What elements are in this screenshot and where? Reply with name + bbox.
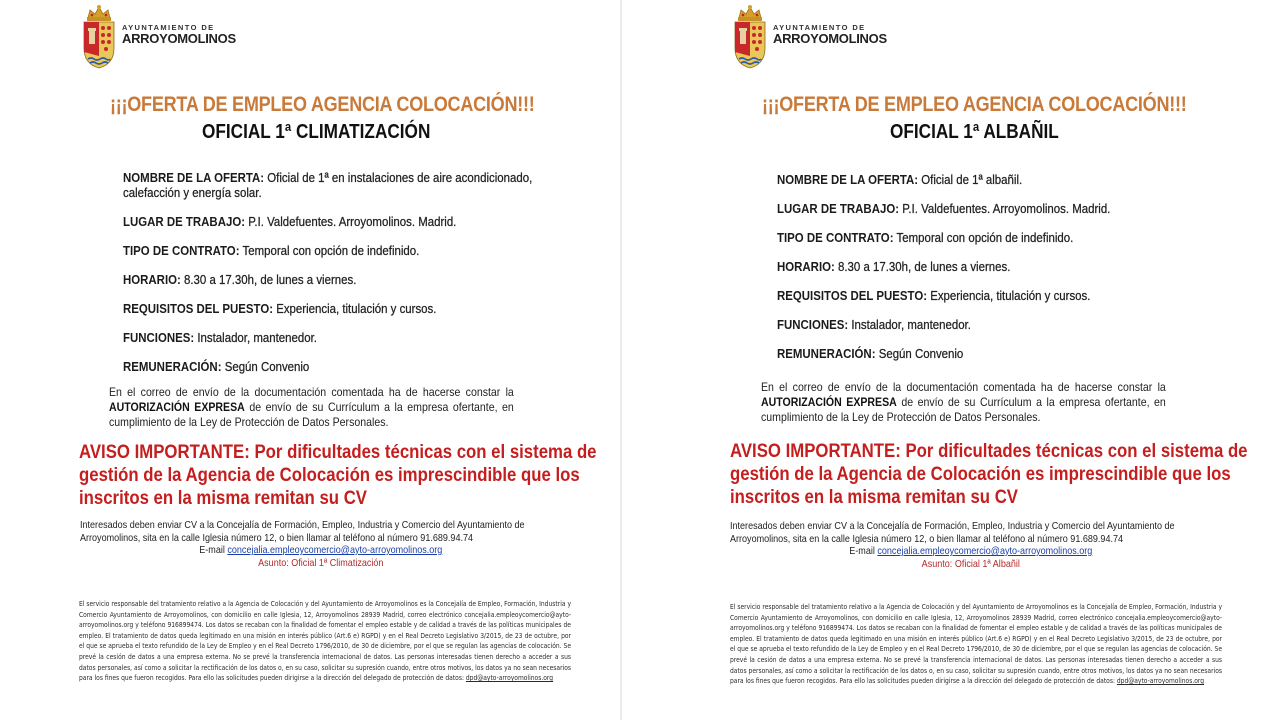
field-remuneracion (123, 359, 532, 374)
email-link[interactable]: concejalia.empleoycomercio@ayto-arroyomolinos.org (227, 544, 443, 556)
important-notice (79, 441, 597, 510)
field-label: HORARIO: (777, 259, 835, 274)
field-label: LUGAR DE TRABAJO: (777, 201, 900, 216)
contact-text: Interesados deben enviar CV a la Concejalía de Formación, Empleo, Industria y Comercio del Ayuntamiento de Arroyomolinos, sita en la calle Iglesia número 12, o bien llamar al teléfono al número 91.689.94.74 (80, 519, 525, 544)
field-horario (123, 272, 532, 287)
offer-fields (123, 170, 588, 388)
municipality-logo (80, 4, 236, 75)
field-value-continued: calefacción y energía solar. (123, 185, 262, 200)
field-label: REMUNERACIÓN: (777, 346, 876, 361)
logo-main-line: ARROYOMOLINOS (773, 31, 887, 46)
logo-top-line: AYUNTAMIENTO DE (122, 23, 215, 32)
field-value: Instalador, mantenedor. (848, 317, 971, 332)
email-label: E-mail (849, 545, 878, 557)
field-value: Experiencia, titulación y cursos. (927, 288, 1091, 303)
field-value: Instalador, mantenedor. (194, 330, 317, 345)
field-label: REMUNERACIÓN: (123, 359, 222, 374)
field-value: Temporal con opción de indefinido. (239, 243, 420, 258)
note-bold: AUTORIZACIÓN EXPRESA (761, 395, 897, 409)
email-label: E-mail (199, 544, 228, 556)
field-label: HORARIO: (123, 272, 181, 287)
field-lugar-trabajo (777, 201, 1110, 216)
offer-headline: ¡¡¡OFERTA DE EMPLEO AGENCIA COLOCACIÓN!!! (762, 93, 1187, 116)
email-link[interactable]: concejalia.empleoycomercio@ayto-arroyomolinos.org (877, 545, 1093, 557)
offer-subtitle: OFICIAL 1ª ALBAÑIL (890, 121, 1059, 143)
field-horario (777, 259, 1110, 274)
legal-text: El servicio responsable del tratamiento relativo a la Agencia de Colocación y del Ayuntamiento de Arroyomolinos es la Concejalía de Empleo, Formación, Industria y Comercio Ayuntamiento de Arroyomolinos, con domicilio en calle Iglesia, 12, Arroyomolinos 28939 Madrid, correo electrónico concejalia.empleoycomercio@ayto-arroyomolinos.org y teléfono 916899474. Los datos se recaban con la finalidad de fomentar el empleo estable y de calidad a través de las políticas municipales de empleo. El tratamiento de datos queda legitimado en una misión en interés público (Art.6 e) RGPD) y en el Real Decreto Legislativo 3/2015, de 23 de octubre, por el que se aprueba el texto refundido de la Ley de Empleo y en el Real Decreto 1796/2010, de 30 de diciembre, por el que se regulan las agencias de colocación. Se prevé la cesión de datos a una empresa externa. No se prevé la transferencia internacional de datos. Las personas interesadas tienen derecho a acceder a sus datos personales, así como a solicitar la rectificación de los datos o, en su caso, solicitar su supresión cuando, entre otros motivos, los datos ya no sean necesarios para los fines que fueron recogidos. Para ello las solicitudes pueden dirigirse a la dirección del delegado de protección de datos: (79, 599, 571, 683)
field-label: NOMBRE DE LA OFERTA: (777, 172, 919, 187)
note-text: En el correo de envío de la documentación comentada ha de hacerse constar la (109, 385, 514, 399)
field-label: REQUISITOS DEL PUESTO: (777, 288, 928, 303)
offer-subtitle: OFICIAL 1ª CLIMATIZACIÓN (202, 121, 431, 143)
field-tipo-contrato (123, 243, 532, 258)
field-requisitos (123, 301, 532, 316)
field-label: FUNCIONES: (123, 330, 195, 345)
field-label: LUGAR DE TRABAJO: (123, 214, 246, 229)
field-value: Temporal con opción de indefinido. (893, 230, 1074, 245)
field-value: Oficial de 1ª en instalaciones de aire acondicionado, (264, 170, 533, 185)
field-nombre-oferta (123, 170, 532, 200)
logo-main-line: ARROYOMOLINOS (122, 31, 236, 46)
note-text: de envío de su Currículum a la empresa ofertante, en cumplimiento de la Ley de Protección de Datos Personales. (761, 395, 1166, 424)
note-text: de envío de su Currículum a la empresa ofertante, en cumplimiento de la Ley de Protección de Datos Personales. (109, 400, 514, 429)
email-line (80, 544, 562, 557)
data-protection-notice (79, 599, 571, 684)
field-value: Experiencia, titulación y cursos. (273, 301, 437, 316)
contact-text: Interesados deben enviar CV a la Concejalía de Formación, Empleo, Industria y Comercio del Ayuntamiento de Arroyomolinos, sita en la calle Iglesia número 12, o bien llamar al teléfono al número 91.689.94.74 (730, 520, 1175, 545)
note-bold: AUTORIZACIÓN EXPRESA (109, 400, 245, 414)
field-value: 8.30 a 17.30h, de lunes a viernes. (180, 272, 357, 287)
dpd-email-link[interactable]: dpd@ayto-arroyomolinos.org (465, 673, 554, 683)
field-label: FUNCIONES: (777, 317, 849, 332)
important-notice (730, 440, 1248, 509)
offer-headline: ¡¡¡OFERTA DE EMPLEO AGENCIA COLOCACIÓN!!! (110, 93, 535, 116)
data-protection-notice (730, 602, 1222, 687)
field-remuneracion (777, 346, 1110, 361)
field-lugar-trabajo (123, 214, 532, 229)
asunto-line: Asunto: Oficial 1ª Climatización (258, 556, 384, 569)
field-value: 8.30 a 17.30h, de lunes a viernes. (834, 259, 1011, 274)
field-value: P.I. Valdefuentes. Arroyomolinos. Madrid. (245, 214, 457, 229)
logo-top-line: AYUNTAMIENTO DE (773, 23, 866, 32)
job-offer-page-climatizacion (0, 0, 620, 720)
offer-fields (777, 172, 1156, 375)
field-requisitos (777, 288, 1110, 303)
contact-block (80, 519, 562, 569)
authorization-note (761, 380, 1166, 425)
email-line (730, 545, 1212, 558)
field-value: Según Convenio (221, 359, 310, 374)
field-value: P.I. Valdefuentes. Arroyomolinos. Madrid. (899, 201, 1111, 216)
authorization-note (109, 385, 514, 430)
field-label: REQUISITOS DEL PUESTO: (123, 301, 274, 316)
field-tipo-contrato (777, 230, 1110, 245)
contact-block (730, 520, 1212, 570)
important-notice-text: AVISO IMPORTANTE: Por dificultades técnicas con el sistema de gestión de la Agencia de Colocación es imprescindible que los inscritos en la misma remitan su CV (730, 440, 1248, 508)
field-funciones (777, 317, 1110, 332)
field-value: Oficial de 1ª albañil. (918, 172, 1023, 187)
municipality-logo (731, 4, 887, 75)
note-text: En el correo de envío de la documentación comentada ha de hacerse constar la (761, 380, 1166, 394)
coat-of-arms-icon (731, 4, 769, 75)
legal-text: El servicio responsable del tratamiento relativo a la Agencia de Colocación y del Ayuntamiento de Arroyomolinos es la Concejalía de Empleo, Formación, Industria y Comercio Ayuntamiento de Arroyomolinos, con domicilio en calle Iglesia, 12, Arroyomolinos 28939 Madrid, correo electrónico concejalia.empleoycomercio@ayto-arroyomolinos.org y teléfono 916899474. Los datos se recaban con la finalidad de fomentar el empleo estable y de calidad a través de las políticas municipales de empleo. El tratamiento de datos queda legitimado en una misión en interés público (Art.6 e) RGPD) y en el Real Decreto Legislativo 3/2015, de 23 de octubre, por el que se aprueba el texto refundido de la Ley de Empleo y en el Real Decreto 1796/2010, de 30 de diciembre, por el que se regulan las agencias de colocación. Se prevé la cesión de datos a una empresa externa. No se prevé la transferencia internacional de datos. Las personas interesadas tienen derecho a acceder a sus datos personales, así como a solicitar la rectificación de los datos o, en su caso, solicitar su supresión cuando, entre otros motivos, los datos ya no sean necesarios para los fines que fueron recogidos. Para ello las solicitudes pueden dirigirse a la dirección del delegado de protección de datos: (730, 602, 1222, 686)
field-funciones (123, 330, 532, 345)
field-label: TIPO DE CONTRATO: (777, 230, 894, 245)
field-nombre-oferta (777, 172, 1110, 187)
job-offer-page-albanil (622, 0, 1280, 720)
field-value: Según Convenio (875, 346, 964, 361)
field-label: TIPO DE CONTRATO: (123, 243, 240, 258)
asunto-line: Asunto: Oficial 1ª Albañil (921, 557, 1020, 570)
dpd-email-link[interactable]: dpd@ayto-arroyomolinos.org (1116, 676, 1205, 686)
coat-of-arms-icon (80, 4, 118, 75)
field-label: NOMBRE DE LA OFERTA: (123, 170, 265, 185)
important-notice-text: AVISO IMPORTANTE: Por dificultades técnicas con el sistema de gestión de la Agencia de Colocación es imprescindible que los inscritos en la misma remitan su CV (79, 441, 597, 509)
